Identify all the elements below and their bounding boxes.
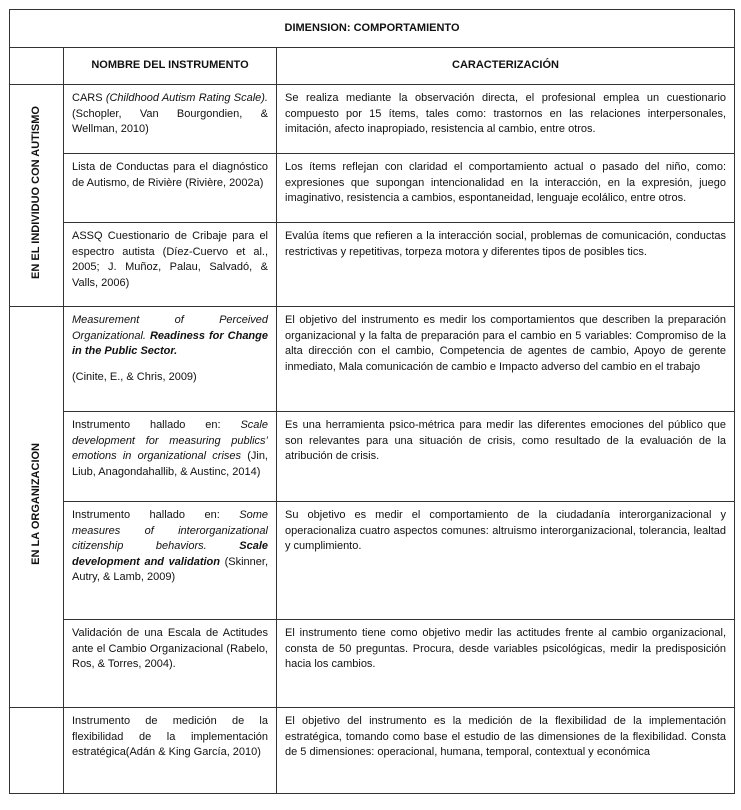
instrument-name-cell: Measurement of Perceived Organizational. Readiness for Change in the Public Sector. (Cinite, E., & Chris, 2009) [64,307,277,412]
group-label-text: EN LA ORGANIZACION [29,443,42,566]
table-row [10,85,735,154]
characterization-cell: Es una herramienta psico-métrica para medir las diferentes emociones del público que son relevantes para una situación de crisis, como resultado de la evaluación de la atribución de crisis. [277,412,735,502]
table-row [10,708,735,794]
table-title: DIMENSION: COMPORTAMIENTO [10,10,735,48]
instrument-name-cell: Instrumento hallado en: Scale development for measuring publics’ emotions in organizational crises (Jin, Liub, Anagondahallib, & Austinc, 2014) [64,412,277,502]
table-row [10,307,735,412]
group-label-empty [10,708,64,794]
group-label-organization [10,307,64,708]
instrument-name-cell: ASSQ Cuestionario de Cribaje para el espectro autista (Díez-Cuervo et al., 2005; J. Muñoz, Palau, Salvadó, & Valls, 2006) [64,223,277,307]
characterization-cell: Se realiza mediante la observación directa, el profesional emplea un cuestionario compuesto por 15 ítems, tales como: trastornos en las relaciones interpersonales, imitación, afecto inapropiado, resistencia al cambio, entre otros. [277,85,735,154]
header-characterization: CARACTERIZACIÓN [277,48,735,85]
characterization-cell: Evalúa ítems que refieren a la interacción social, problemas de comunicación, conductas restrictivas y repetitivas, torpeza motora y diferentes tipos de posibles tics. [277,223,735,307]
table-row [10,502,735,620]
behavior-instruments-table [9,9,735,794]
characterization-cell: Su objetivo es medir el comportamiento de la ciudadanía interorganizacional y operacionaliza cuatro aspectos comunes: altruismo interorganizacional, tolerancia, lealtad y cumplimiento. [277,502,735,620]
characterization-cell: El objetivo del instrumento es la medición de la flexibilidad de la implementación estratégica, tomando como base el estudio de las dimensiones de la flexibilidad. Consta de 5 dimensiones: operacional, humana, temporal, contextual y económica [277,708,735,794]
group-label-text: EN EL INDIVIDUO CON AUTISMO [29,106,42,280]
group-label-autism [10,85,64,307]
table-row [10,620,735,708]
instrument-name-cell: CARS (Childhood Autism Rating Scale). (Schopler, Van Bourgondien, & Wellman, 2010) [64,85,277,154]
instrument-name-cell: Instrumento hallado en: Some measures of interorganizational citizenship behaviors. Scale development and validation (Skinner, Autry, & Lamb, 2009) [64,502,277,620]
header-instrument-name: NOMBRE DEL INSTRUMENTO [64,48,277,85]
table-row [10,412,735,502]
characterization-cell: El instrumento tiene como objetivo medir las actitudes frente al cambio organizacional, consta de 50 preguntas. Procura, desde variables psicológicas, medir la predisposición hacia los cambios. [277,620,735,708]
table-row [10,223,735,307]
table-row [10,154,735,223]
instrument-name-cell: Validación de una Escala de Actitudes ante el Cambio Organizacional (Rabelo, Ros, & Torres, 2004). [64,620,277,708]
characterization-cell: Los ítems reflejan con claridad el comportamiento actual o pasado del niño, como: expresiones que supongan intencionalidad en la interacción, en la expresión, juego imaginativo, resistencia a cambios, espontaneidad, lenguaje ecolálico, entre otros. [277,154,735,223]
instrument-name-cell: Lista de Conductas para el diagnóstico de Autismo, de Rivière (Rivière, 2002a) [64,154,277,223]
header-empty-cell [10,48,64,85]
instrument-name-cell: Instrumento de medición de la flexibilidad de la implementación estratégica(Adán & King García, 2010) [64,708,277,794]
characterization-cell: El objetivo del instrumento es medir los comportamientos que describen la preparación organizacional y la falta de preparación para el cambio en 5 variables: Compromiso de la alta dirección con el cambio, Competencia de agentes de cambio, Apoyo de gerente inmediato, Mala comunicación de cambio e Impacto adverso del cambio en el trabajo [277,307,735,412]
